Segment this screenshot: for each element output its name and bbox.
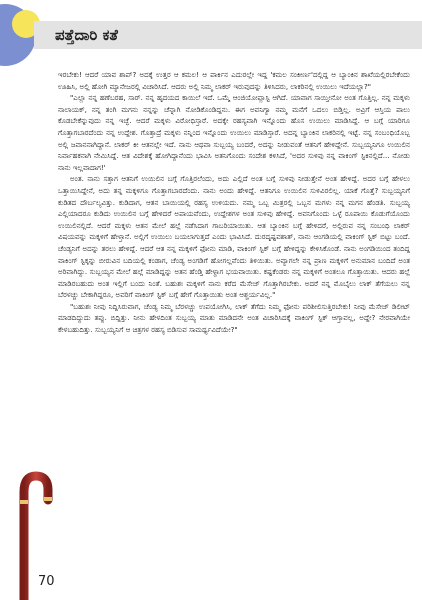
- paragraph: "ಬಹುಶಃ ನೀವು ನಿದ್ದಿಸಿರುವಾಗ, ಚೆಂಡ್ಯ ನಿಮ್ಮ ಬೆರಳಚ್ಚು ಉಪಯೋಗಿಸಿ, ಲಾಕ್ ತೆಗೆದು ನಿಮ್ಮ ಫೋನು ಪರಿಶೀಲಿಸುತ್ತಿರಬೇಕು! ನೀವು ಮೆಸೇಜ್ ಡಿಲೀಟ್ ಮಾಡದಿದ್ದುದು ತಪ್ಪು. ಬಿದ್ದಿತ್ತು. ನೀನು ಹೇಳದಿಂತ ಸುಬ್ಬಯ್ಯ ಮಾತು ಮಾಡಿದನೇ ಅಂತ ವಿಚಾರಿಸಿದಕ್ಕೆ ವಾಕಿಂಗ್ ಸ್ಟಿಕ್ ಆಗ್ತಾವಲ್ಲ, ಅದ್ದೇ? ನೇರವಾಗಿಯೇ ಕೇಳಬಹುದಿತ್ತು. ಸುಬ್ಬಯ್ಯನಿಗೆ ಆ ಚಿತ್ರಗಳ ರಹಸ್ಯ ಬಿಡಿಸುವ ಸಾಮರ್ಥ್ಯವಿದೆಯೇ?": [58, 301, 410, 335]
- paragraph: "ಎಲ್ಲಾ ನನ್ನ ಹಣೆಬರಹ, ಸಾರ್. ನನ್ನ ಹೃದಯದ ಕಾಯಿಲೆ ಇದೆ. ಒಮ್ಮೆ ಆಂಜಿಯೋಪ್ಲಾಸ್ಟಿ ಆಗಿದೆ. ಯಾವಾಗ ಸಾಯ್ತೀನೋ ಅಂತ ಗೊತ್ತಿಲ್ಲ. ನನ್ನ ಮಕ್ಕಳು ನಾಲಾಯಕ್, ನನ್ನ ತಂಗಿ ಮಗನು ನನ್ನನ್ನು ಚೆನ್ನಾಗಿ ನೋಡಿಕೊಂಡಿದ್ದನು. ಈಗ ಅವನಿಗ್ಯಾ ನಮ್ಮ ಮನೆಗೆ ಒದಲು ಬಿಡ್ತಿಲ್ಲ. ಅವ್ರಿಗೆ ಆಸ್ತಿಯ ಪಾಲು ಕೊಡಬೇಕೆನ್ನುವುದು ನನ್ನ ಇಚ್ಛೆ. ಆದರೆ ಮಕ್ಕಳು ವಿರೋಧಿಸ್ತಾರೆ. ಅದಕ್ಕೇ ರಹಸ್ಯವಾಗಿ ಇನ್ನೊಂದು ಹೊಸ ಉಯಿಲು ಮಾಡಿಸಿದ್ದೆ. ಆ ಬಗ್ಗೆ ಯಾರಿಗೂ ಗೊತ್ತಾಗಬಾರದೆಂದು ನನ್ನ ಉದ್ದೇಶ. ಗೊತ್ತಾದ್ರೆ ಮಕ್ಕಳು ನನ್ನಿಂದ ಇನ್ನೊಂದು ಉಯಿಲು ಮಾಡಿಸ್ತಾರೆ. ಅದನ್ನ ಬ್ಯಾಂಕಿನ ಲಾಕರಿನಲ್ಲಿ ಇಟ್ಟೆ. ನನ್ನ ಸಂಬಂಧಿಯೊಬ್ಬ ಅಲ್ಲಿ ಜವಾನನಾಗಿದ್ದಾನೆ. ಲಾಕರ್ ಕೀ ಆತನಲ್ಲೇ ಇದೆ. ನಾನು ಆಥವಾ ಸುಬ್ಬಯ್ಯ ಬಂದರೆ, ಅದನ್ನು ನೀಡುವಂತೆ ಆತನಿಗೆ ಹೇಳಿದ್ದೇನೆ. ಸುಬ್ಬಯ್ಯನಿಗೂ ಉಯಿಲಿನ ನಿರ್ವಾಹಕನಾಗಿ ನೇಮಿಸಿದ್ದೆ. ಆತ ವಿದೇಶಕ್ಕೆ ಹೋಗಿದ್ದಾನೆಂದು ಭಾವಿಸಿ ಅತನಿಗೊಂದು ಸಂದೇಶ ಕಳಿಸಿದೆ, 'ಅದರ ಸುಳಿವು ನನ್ನ ವಾಕಿಂಗ್ ಸ್ಟಿಕಿನಲ್ಲಿದೆ... ನೋಡು ನಾನು ಇಲ್ಲವಾದಾಗ!': [58, 93, 410, 172]
- paragraph: ಇರಬೇಕು! ಆದರೆ ಯಾವ ಶಾಪ್? ಅದಕ್ಕೆ ಉತ್ತರ ಆ ಕಮಲ! ಆ ಪಾರ್ಕಿನ ಎದುರಲ್ಲೇ ಇದ್ದ 'ಕಮಲ ಸಂಕೀರ್ಣ'ದಲ್ಲಿದ್ದ ಆ ಬ್ಯಾಂಕಿನ ಶಾಖೆಯಲ್ಲಿರಬೇಕೆಂದು ಊಹಿಸಿ, ಅಲ್ಲಿ ಹೋಗಿ ಮ್ಯಾನೇಜರಲ್ಲಿ ವಿಚಾರಿಸಿದೆ. ಆದರು ಅಲ್ಲಿ ನಿಮ್ಮ ಲಾಕರ್ ಇರುವುದನ್ನು ತಿಳಿಸಿದರು, ಲಾಕರಿನಲ್ಲಿ ಉಯಿಲು ಇದೆಯಲ್ಲಾ?": [58, 70, 410, 91]
- paragraph: ಅಂತ. ನಾನು ಸತ್ತಾಗ ಆತನಿಗೆ ಉಯಿಲಿನ ಬಗ್ಗೆ ಗೊತ್ತಿರಲೆಂದು, ಅದು ಎಲ್ಲಿದೆ ಅಂತ ಬಗ್ಗೆ ಸುಳಿವು ನೀಡುತ್ತೇನೆ ಅಂತ ಹೇಳಿದ್ದೆ. ಅದರ ಬಗ್ಗೆ ಹೇಳಲು ಒತ್ತಾಯಿಸಿದ್ದೇನೆ, ಅದು ತನ್ನ ಮಕ್ಕಳಿಗೂ ಗೊತ್ತಾಗಬಾರದೆಂದು. ನಾನು ಅಂದು ಹೇಳಿದ್ದೆ. ಆತನಿಗೂ ಉಯಿಲಿನ ಸುಳಿವಿರಲಿಲ್ಲ. ಯಾಕೆ ಗೊತ್ತೆ? ಸುಬ್ಬಯ್ಯನಿಗೆ ಕುಡಿತದ ದೌರ್ಬಲ್ಯವಿತ್ತು. ಕುಡಿದಾಗ, ಆತನ ಬಾಯಿಯಲ್ಲಿ ರಹಸ್ಯ ಉಳಿಯದು. ನಮ್ಮ ಒಬ್ಬ ಮಿತ್ರರಲ್ಲಿ ಒಬ್ಬನ ಮಗಳು ನನ್ನ ಮಗನ ಹೆಂಡತಿ. ಸುಬ್ಬಯ್ಯ ಎಲ್ಲಿಯಾದರೂ ಕುಡಿದು ಉಯಿಲಿನ ಬಗ್ಗೆ ಹೇಳಿದರೆ ಅಪಾಯವೆಂದು, ಉದ್ದೇಶಗಳ ಅಂತ ಸುಳಿವು ಹೇಳಿದ್ದೆ. ಅವನಿಗೊಂದು ಒಳ್ಳೆ ರೂಪಾಯಿ ಕೊಡುಗೆಯೊಂದು ಉಯಿಲಿನಲ್ಲಿದೆ. ಆದರೆ ಮಕ್ಕಳು ಆತನ ಮೇಲೆ ಹಲ್ಲೆ ನಡೆಸಿದಾಗ ಗಾಬರಿಯಾಯಿತು. ಆತ ಬ್ಯಾಂಕಿನ ಬಗ್ಗೆ ಹೇಳಿದರೆ, ಅಲ್ಲಿರುವ ನನ್ನ ಸಂಬಂಧಿ ಲಾಕರ್ ವಿಷಯವನ್ನು ಮಕ್ಕಳಿಗೆ ಹೇಳ್ತಾನೆ. ಅಲ್ಲಿಗೆ ಉಯಿಲು ಬಯಲಾಗುತ್ತದೆ ಎಂದು ಭಾವಿಸಿದೆ. ದುರದೃಷ್ಟವಶಾತ್, ನಾನು ಆಂಗಡಿಯಲ್ಲಿ ವಾಕಿಂಗ್ ಸ್ಟಿಕ್ ಬಿಟ್ಟು ಬಂದೆ. ಚೆಂಡ್ಯನಿಗೆ ಅದನ್ನು ತರಲು ಹೇಳಿದ್ದೆ. ಆದರೆ ಆತ ನನ್ನ ಮಕ್ಕಳಿಗೆ ಫೋನು ಮಾಡಿ, ವಾಕಿಂಗ್ ಸ್ಟಿಕ್ ಬಗ್ಗೆ ಹೇಳಿದ್ದನ್ನು ಕೇಳಿಸಿಕೊಂಡೆ. ನಾನು ಅಂಗಡಿಯಿಂದ ತಂದಿದ್ದ ವಾಕಿಂಗ್ ಸ್ಟಿಕ್ಕನ್ನು ಬೀರುವಿನ ಬದಿಯಲ್ಲಿ ಕಂಡಾಗ, ಚೆಂಡ್ಯ ಅಂಗಡಿಗೆ ಹೋಗಲ್ಲವೆಂದು ತಿಳಿಯಿತು. ಅವ್ಯಾಗಲೇ ನನ್ನ ಪ್ರಾಣ ಮಕ್ಕಳಿಗೆ ಅನುಮಾನ ಬಂದಿದೆ ಅಂತ ಅರಿವಾಗಿದ್ದು. ಸುಬ್ಬಯ್ಯನ ಮೇಲೆ ಹಲ್ಲೆ ಮಾಡಿದ್ದನ್ನು ಅತನ ಹೆಂಡ್ತಿ ಹೇಳ್ದಾಗ ಭಯವಾಯಿತು. ಕಷ್ಟಕೆಂಡರು ನನ್ನ ಮಕ್ಕಳಿಗೆ ಅಂತಲೂ ಗೊತ್ತಾಯಿತು. ಆದರು ಹಲ್ಲೆ ಮಾಡಿರಬಹುದು ಅಂತ ಇಲ್ಲಿಗೆ ಬಂದು ನಿಂತೆ. ಬಹುಶಃ ಮಕ್ಕಳಿಗೆ ನಾನು ಕರೆದ ಮೆಸೇಜ್ ಗೊತ್ತಾಗಿರಬೇಕು. ಅದರೆ ನನ್ನ ಮೊಬೈಲು ಲಾಕ್ ತೆಗೆಯಲು ನನ್ನ ಬೆರಳಚ್ಚು ಬೇಕಾಗಿದ್ದರೂ, ಅವರಿಗೆ ವಾಕಿಂಗ್ ಸ್ಟಿಕ್ ಬಗ್ಗೆ ಹೇಗೆ ಗೊತ್ತಾಯಿತು ಅಂತ ಆಶ್ಚರ್ಯವಿಲ್ಲ.": [58, 174, 410, 300]
- page-number: 70: [38, 574, 55, 589]
- story-body: [58, 69, 410, 336]
- page-header-title: ಪತ್ತೆದಾರಿ ಕತೆ: [55, 26, 118, 44]
